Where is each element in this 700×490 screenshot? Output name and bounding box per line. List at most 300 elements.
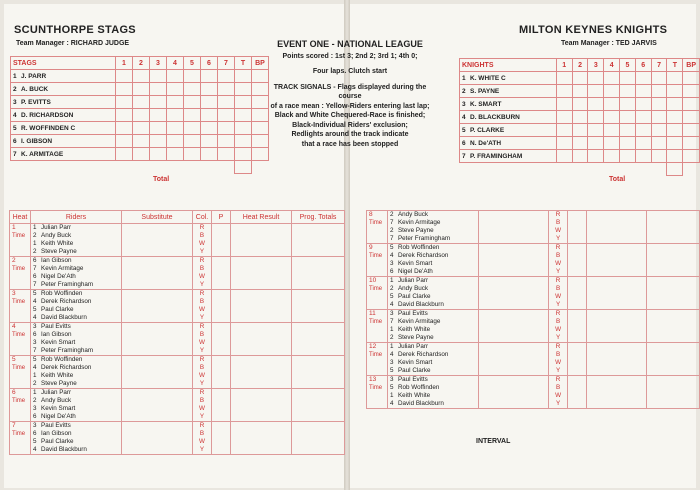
score-cell[interactable] [133, 135, 150, 148]
heat-number-cell [10, 323, 31, 356]
signals-line-5: Redlights around the track indicate [291, 131, 409, 138]
heat-rider-number: 3 [33, 405, 37, 412]
heat-number: 11 [369, 310, 376, 317]
score-cell[interactable] [150, 96, 167, 109]
heat-rider-name: Andy Buck [397, 211, 429, 218]
score-cell[interactable] [218, 135, 235, 148]
position-cell[interactable] [568, 277, 587, 310]
heat-rider-name: Rob Woffinden [397, 244, 440, 251]
score-cell[interactable] [133, 109, 150, 122]
score-cell[interactable] [604, 111, 620, 124]
score-cell[interactable] [116, 83, 133, 96]
home-roster-total-row [11, 161, 269, 174]
heat-rider-name: Steve Payne [397, 227, 434, 234]
helmet-colour: W [555, 293, 562, 300]
score-cell[interactable] [184, 83, 201, 96]
score-cell[interactable] [235, 148, 252, 161]
heat-result-cell[interactable] [231, 422, 292, 455]
heat-rider-line [33, 356, 119, 364]
score-cell[interactable] [133, 70, 150, 83]
heat-row [367, 343, 700, 376]
heat-rider-name: Nigel De'Ath [397, 268, 433, 275]
helmet-colour: B [199, 232, 205, 239]
substitute-cell[interactable] [478, 343, 548, 376]
heat-number: 8 [369, 211, 373, 218]
score-cell[interactable] [667, 111, 683, 124]
prog-totals-cell[interactable] [647, 277, 700, 310]
heat-rider-line [33, 347, 119, 355]
heat-result-cell[interactable] [586, 277, 646, 310]
heat-result-cell[interactable] [231, 323, 292, 356]
score-cell[interactable] [150, 83, 167, 96]
score-cell[interactable] [588, 150, 604, 163]
substitute-cell[interactable] [122, 290, 193, 323]
score-cell[interactable] [201, 109, 218, 122]
heat-result-cell[interactable] [231, 290, 292, 323]
colour-column [193, 356, 212, 389]
score-cell[interactable] [556, 137, 572, 150]
position-cell[interactable] [568, 310, 587, 343]
score-cell[interactable] [167, 83, 184, 96]
prog-totals-cell[interactable] [647, 211, 700, 244]
heat-rider-line [33, 413, 119, 421]
score-cell[interactable] [150, 135, 167, 148]
score-cell[interactable] [588, 98, 604, 111]
score-cell[interactable] [635, 111, 651, 124]
heat-rider-number: 1 [389, 326, 394, 333]
rider-label: D. RICHARDSON [21, 111, 74, 119]
heat-rider-number: 4 [389, 252, 394, 259]
score-cell[interactable] [235, 122, 252, 135]
score-cell[interactable] [235, 109, 252, 122]
heat-row [10, 323, 345, 356]
substitute-cell[interactable] [122, 389, 193, 422]
heat-rider-name: Paul Clarke [41, 438, 74, 445]
home-rider-name [11, 83, 116, 96]
heat-result-cell[interactable] [586, 376, 646, 409]
score-cell[interactable] [218, 148, 235, 161]
position-cell[interactable] [212, 422, 231, 455]
score-cell[interactable] [651, 150, 667, 163]
substitute-cell[interactable] [478, 211, 548, 244]
rider-number: 7 [13, 150, 17, 158]
helmet-colour: W [555, 392, 562, 399]
score-cell[interactable] [651, 85, 667, 98]
away-rider-name [460, 150, 557, 163]
total-cell [150, 161, 167, 174]
heat-number-cell [367, 343, 388, 376]
position-cell[interactable] [568, 376, 587, 409]
prog-totals-cell[interactable] [292, 389, 345, 422]
prog-totals-cell[interactable] [292, 257, 345, 290]
substitute-cell[interactable] [122, 356, 193, 389]
heat-riders [387, 343, 478, 376]
rider-label: K. WHITE C [470, 74, 506, 82]
heat-rider-line [390, 235, 476, 243]
score-cell[interactable] [150, 70, 167, 83]
helmet-colour: Y [199, 248, 205, 255]
heat-header-row [10, 211, 345, 224]
total-cell [252, 161, 269, 174]
score-cell[interactable] [604, 124, 620, 137]
event-title: EVENT ONE - NATIONAL LEAGUE [277, 39, 423, 49]
heat-rider-name: Kevin Armitage [397, 318, 441, 325]
heat-result-cell[interactable] [231, 257, 292, 290]
helmet-colour: R [199, 422, 205, 429]
total-cell [572, 163, 588, 176]
score-cell[interactable] [588, 72, 604, 85]
heat-rider-name: Derek Richardson [41, 364, 92, 371]
helmet-colour: Y [199, 281, 205, 288]
heat-number-cell [367, 211, 388, 244]
prog-totals-cell[interactable] [647, 310, 700, 343]
heat-riders [31, 356, 122, 389]
score-cell[interactable] [167, 109, 184, 122]
score-cell[interactable] [150, 109, 167, 122]
heat-rider-number: 7 [33, 281, 37, 288]
score-cell[interactable] [201, 96, 218, 109]
heat-rider-name: Kevin Armitage [397, 219, 441, 226]
heat-number-cell [10, 356, 31, 389]
score-cell[interactable] [572, 111, 588, 124]
heat-number: 2 [12, 257, 16, 264]
helmet-colour: B [555, 351, 561, 358]
position-cell[interactable] [568, 343, 587, 376]
score-cell[interactable] [201, 148, 218, 161]
substitute-cell[interactable] [122, 422, 193, 455]
score-cell[interactable] [572, 98, 588, 111]
score-cell[interactable] [604, 98, 620, 111]
heat-rider-line [390, 285, 476, 293]
score-cell[interactable] [167, 70, 184, 83]
score-cell[interactable] [184, 96, 201, 109]
prog-totals-cell[interactable] [292, 290, 345, 323]
total-cell [184, 161, 201, 174]
home-roster-row [11, 109, 269, 122]
score-cell[interactable] [116, 70, 133, 83]
score-cell[interactable] [556, 85, 572, 98]
score-cell[interactable] [184, 122, 201, 135]
score-cell[interactable] [588, 85, 604, 98]
heat-rider-name: Paul Evitts [41, 422, 71, 429]
score-cell[interactable] [235, 96, 252, 109]
score-cell[interactable] [604, 137, 620, 150]
substitute-cell[interactable] [478, 277, 548, 310]
heat-rider-line [390, 293, 476, 301]
total-spacer [11, 161, 116, 174]
score-cell[interactable] [572, 150, 588, 163]
position-cell[interactable] [212, 257, 231, 290]
score-cell[interactable] [167, 135, 184, 148]
position-cell[interactable] [212, 389, 231, 422]
heat-rider-name: Derek Richardson [41, 298, 92, 305]
helmet-colour: B [199, 298, 205, 305]
score-cell[interactable] [184, 135, 201, 148]
score-cell[interactable] [588, 137, 604, 150]
score-cell[interactable] [133, 148, 150, 161]
score-cell[interactable] [683, 124, 700, 137]
score-cell[interactable] [620, 98, 636, 111]
score-cell[interactable] [635, 98, 651, 111]
rider-label: I. GIBSON [21, 137, 53, 145]
heat-rider-line [33, 298, 119, 306]
prog-totals-cell[interactable] [292, 422, 345, 455]
score-cell[interactable] [556, 111, 572, 124]
substitute-cell[interactable] [478, 310, 548, 343]
score-cell[interactable] [683, 137, 700, 150]
heat-rider-number: 2 [33, 232, 37, 239]
heat-number: 7 [12, 422, 16, 429]
score-cell[interactable] [572, 124, 588, 137]
score-cell[interactable] [218, 109, 235, 122]
heat-riders [387, 376, 478, 409]
heat-rider-name: Andy Buck [41, 397, 72, 404]
heat-rider-number: 1 [33, 389, 37, 396]
heat-result-cell[interactable] [586, 244, 646, 277]
heat-result-cell[interactable] [231, 389, 292, 422]
rider-number: 2 [462, 87, 466, 95]
heat-row [367, 244, 700, 277]
heat-rider-line [390, 260, 476, 268]
colour-column [193, 422, 212, 455]
score-cell[interactable] [150, 148, 167, 161]
home-roster-row [11, 96, 269, 109]
position-cell[interactable] [212, 290, 231, 323]
score-cell[interactable] [620, 111, 636, 124]
heat-rider-number: 4 [389, 351, 394, 358]
prog-totals-cell[interactable] [647, 376, 700, 409]
heat-number: 1 [12, 224, 16, 231]
colour-column [549, 277, 568, 310]
score-cell[interactable] [556, 150, 572, 163]
score-cell[interactable] [572, 137, 588, 150]
helmet-colour: Y [555, 268, 561, 275]
heat-result-cell[interactable] [231, 356, 292, 389]
score-cell[interactable] [201, 135, 218, 148]
rider-number: 6 [13, 137, 17, 145]
score-cell[interactable] [620, 137, 636, 150]
heat-result-cell[interactable] [586, 211, 646, 244]
score-cell[interactable] [116, 148, 133, 161]
prog-totals-cell[interactable] [292, 356, 345, 389]
heat-rider-name: Paul Clarke [397, 367, 431, 374]
heat-result-cell[interactable] [586, 310, 646, 343]
position-cell[interactable] [212, 224, 231, 257]
score-cell[interactable] [184, 70, 201, 83]
substitute-cell[interactable] [478, 376, 548, 409]
score-cell[interactable] [683, 150, 700, 163]
away-roster [459, 58, 700, 183]
score-cell[interactable] [604, 85, 620, 98]
home-roster-col-header: 2 [133, 57, 150, 70]
score-cell[interactable] [588, 111, 604, 124]
score-cell[interactable] [167, 148, 184, 161]
home-roster-col-header: 3 [150, 57, 167, 70]
score-cell[interactable] [133, 96, 150, 109]
away-roster-row [460, 124, 700, 137]
heat-rider-line [33, 257, 119, 265]
score-cell[interactable] [667, 98, 683, 111]
score-cell[interactable] [604, 72, 620, 85]
score-cell[interactable] [683, 98, 700, 111]
helmet-colour: W [555, 359, 562, 366]
score-cell[interactable] [667, 85, 683, 98]
heat-result-cell[interactable] [586, 343, 646, 376]
total-cell [620, 163, 636, 176]
score-cell[interactable] [235, 70, 252, 83]
heat-rider-name: Nigel De'Ath [41, 273, 76, 280]
heat-rider-line [33, 372, 119, 380]
score-cell[interactable] [116, 96, 133, 109]
score-cell[interactable] [201, 122, 218, 135]
helmet-colour: W [199, 339, 205, 346]
score-cell[interactable] [252, 148, 269, 161]
score-cell[interactable] [201, 70, 218, 83]
heat-rider-line [33, 281, 119, 289]
heat-rider-number: 2 [389, 285, 394, 292]
score-cell[interactable] [667, 72, 683, 85]
score-cell[interactable] [667, 150, 683, 163]
heat-row [10, 356, 345, 389]
score-cell[interactable] [683, 72, 700, 85]
heat-rider-name: Rob Woffinden [41, 356, 83, 363]
score-cell[interactable] [235, 83, 252, 96]
helmet-colour: Y [555, 301, 561, 308]
home-roster-col-header: 1 [116, 57, 133, 70]
score-cell[interactable] [620, 85, 636, 98]
helmet-colour: Y [555, 334, 561, 341]
score-cell[interactable] [116, 109, 133, 122]
score-cell[interactable] [620, 72, 636, 85]
score-cell[interactable] [620, 124, 636, 137]
heat-rider-number: 4 [389, 400, 394, 407]
total-cell[interactable] [667, 163, 683, 176]
colour-column [549, 211, 568, 244]
heat-rider-name: Julian Parr [397, 343, 429, 350]
heat-number: 9 [369, 244, 373, 251]
substitute-cell[interactable] [478, 244, 548, 277]
heat-rider-name: Paul Evitts [397, 310, 428, 317]
heat-time-label: Time [369, 352, 383, 358]
away-team-title: MILTON KEYNES KNIGHTS [519, 24, 668, 36]
score-cell[interactable] [683, 111, 700, 124]
heat-number-cell [10, 422, 31, 455]
heat-riders [31, 389, 122, 422]
score-cell[interactable] [572, 72, 588, 85]
heat-rider-number: 3 [33, 339, 37, 346]
score-cell[interactable] [184, 148, 201, 161]
score-cell[interactable] [201, 83, 218, 96]
score-cell[interactable] [635, 72, 651, 85]
prog-totals-cell[interactable] [292, 224, 345, 257]
substitute-cell[interactable] [122, 323, 193, 356]
score-cell[interactable] [635, 124, 651, 137]
score-cell[interactable] [635, 137, 651, 150]
score-cell[interactable] [635, 150, 651, 163]
heat-rider-number: 3 [33, 422, 37, 429]
away-rider-name [460, 124, 557, 137]
score-cell[interactable] [667, 137, 683, 150]
score-cell[interactable] [556, 98, 572, 111]
points-rule: Points scored : 1st 3; 2nd 2; 3rd 1; 4th 0; [282, 52, 418, 60]
score-cell[interactable] [604, 150, 620, 163]
heat-rider-name: Kevin Smart [41, 339, 76, 346]
total-cell [683, 163, 700, 176]
total-cell[interactable] [235, 161, 252, 174]
score-cell[interactable] [556, 124, 572, 137]
score-cell[interactable] [588, 124, 604, 137]
helmet-colour: R [199, 224, 205, 231]
position-cell[interactable] [568, 211, 587, 244]
score-cell[interactable] [651, 98, 667, 111]
heat-time-label: Time [12, 299, 26, 305]
prog-totals-cell[interactable] [292, 323, 345, 356]
event-info [265, 40, 435, 149]
heat-rider-number: 5 [33, 356, 37, 363]
score-cell[interactable] [635, 85, 651, 98]
score-cell[interactable] [218, 70, 235, 83]
rider-number: 2 [13, 85, 17, 93]
score-cell[interactable] [651, 72, 667, 85]
prog-totals-cell[interactable] [647, 244, 700, 277]
score-cell[interactable] [133, 122, 150, 135]
position-cell[interactable] [568, 244, 587, 277]
heat-rider-line [390, 343, 476, 351]
score-cell[interactable] [651, 137, 667, 150]
heat-rider-number: 2 [33, 248, 37, 255]
helmet-colour: W [555, 260, 562, 267]
heat-result-cell[interactable] [231, 224, 292, 257]
helmet-colour: B [199, 265, 205, 272]
score-cell[interactable] [667, 124, 683, 137]
prog-totals-cell[interactable] [647, 343, 700, 376]
score-cell[interactable] [150, 122, 167, 135]
score-cell[interactable] [683, 85, 700, 98]
total-cell [556, 163, 572, 176]
away-roster-col-header: BP [683, 59, 700, 72]
heat-rider-number: 7 [389, 318, 394, 325]
score-cell[interactable] [218, 83, 235, 96]
score-cell[interactable] [116, 135, 133, 148]
score-cell[interactable] [651, 111, 667, 124]
score-cell[interactable] [116, 122, 133, 135]
score-cell[interactable] [218, 122, 235, 135]
substitute-cell[interactable] [122, 224, 193, 257]
heat-rider-number: 4 [33, 446, 37, 453]
score-cell[interactable] [133, 83, 150, 96]
score-cell[interactable] [218, 96, 235, 109]
heat-number: 5 [12, 356, 16, 363]
heat-rider-number: 4 [33, 364, 37, 371]
position-cell[interactable] [212, 356, 231, 389]
score-cell[interactable] [235, 135, 252, 148]
home-roster [10, 56, 269, 183]
rider-number: 3 [462, 100, 466, 108]
score-cell[interactable] [167, 122, 184, 135]
helmet-colour: R [199, 257, 205, 264]
heat-rider-number: 6 [33, 257, 37, 264]
score-cell[interactable] [167, 96, 184, 109]
heat-number: 12 [369, 343, 377, 350]
score-cell[interactable] [184, 109, 201, 122]
substitute-cell[interactable] [122, 257, 193, 290]
score-cell[interactable] [651, 124, 667, 137]
heat-rider-name: Paul Clarke [397, 293, 431, 300]
position-cell[interactable] [212, 323, 231, 356]
score-cell[interactable] [556, 72, 572, 85]
score-cell[interactable] [572, 85, 588, 98]
score-cell[interactable] [620, 150, 636, 163]
